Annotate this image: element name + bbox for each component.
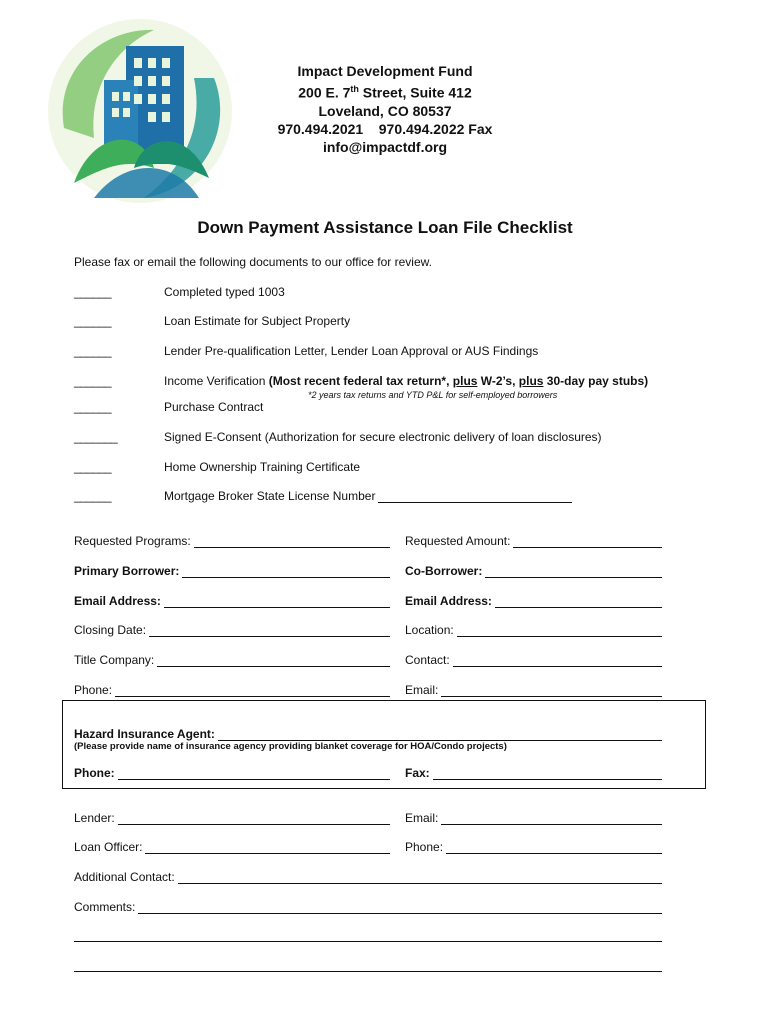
comments-field: Comments: xyxy=(74,900,662,914)
org-email: info@impactdf.org xyxy=(322,138,448,155)
lender-email-field: Email: xyxy=(405,811,662,825)
impact-development-fund-logo xyxy=(34,8,246,214)
org-name: Impact Development Fund xyxy=(297,63,473,79)
checklist-item-1003: Completed typed 1003 xyxy=(164,285,285,299)
comments-line-2[interactable] xyxy=(74,941,662,942)
checklist-blank[interactable]: ______ xyxy=(74,374,112,388)
checklist-blank[interactable]: _______ xyxy=(74,430,118,444)
checklist-blank[interactable]: ______ xyxy=(74,344,112,358)
intro-text: Please fax or email the following documents to our office for review. xyxy=(74,255,432,269)
loan-officer-field: Loan Officer: xyxy=(74,840,390,854)
additional-contact-input[interactable] xyxy=(178,871,662,884)
hazard-insurance-note: (Please provide name of insurance agency providing blanket coverage for HOA/Condo projects) xyxy=(74,741,507,752)
hazard-fax-field: Fax: xyxy=(405,766,662,780)
checklist-item-license-number: Mortgage Broker State License Number xyxy=(164,489,572,503)
requested-amount-field: Requested Amount: xyxy=(405,534,662,548)
loan-officer-phone-field: Phone: xyxy=(405,840,662,854)
location-input[interactable] xyxy=(457,624,662,637)
checklist-blank[interactable]: ______ xyxy=(74,285,112,299)
checklist-blank[interactable]: ______ xyxy=(74,314,112,328)
checklist-item-income-verification: Income Verification (Most recent federal tax return*, plus W-2’s, plus 30-day pay stubs) xyxy=(164,374,649,388)
email-address-left-input[interactable] xyxy=(164,595,390,608)
requested-programs-field: Requested Programs: xyxy=(74,534,390,548)
title-company-input[interactable] xyxy=(157,654,390,667)
email-input[interactable] xyxy=(441,684,662,697)
requested-programs-input[interactable] xyxy=(194,535,390,548)
checklist-item-purchase-contract: Purchase Contract xyxy=(164,400,264,414)
location-field: Location: xyxy=(405,623,662,637)
hazard-fax-input[interactable] xyxy=(433,767,662,780)
contact-field: Contact: xyxy=(405,653,662,667)
checklist-item-e-consent: Signed E-Consent (Authorization for secure electronic delivery of loan disclosures) xyxy=(164,430,602,444)
primary-borrower-input[interactable] xyxy=(182,565,390,578)
checklist-blank[interactable]: ______ xyxy=(74,400,112,414)
additional-contact-field: Additional Contact: xyxy=(74,870,662,884)
co-borrower-input[interactable] xyxy=(485,565,662,578)
requested-amount-input[interactable] xyxy=(513,535,662,548)
org-address: 200 E. 7th Street, Suite 412 xyxy=(298,84,472,101)
org-city: Loveland, CO 80537 xyxy=(318,102,452,119)
lender-input[interactable] xyxy=(118,812,390,825)
loan-officer-input[interactable] xyxy=(145,841,390,854)
income-note: *2 years tax returns and YTD P&L for self-employed borrowers xyxy=(308,390,558,400)
email-address-right-input[interactable] xyxy=(495,595,662,608)
loan-officer-phone-input[interactable] xyxy=(446,841,662,854)
email-address-right-field: Email Address: xyxy=(405,594,662,608)
closing-date-input[interactable] xyxy=(149,624,390,637)
lender-field: Lender: xyxy=(74,811,390,825)
hazard-phone-input[interactable] xyxy=(118,767,390,780)
comments-line-3[interactable] xyxy=(74,971,662,972)
primary-borrower-field: Primary Borrower: xyxy=(74,564,390,578)
title-company-field: Title Company: xyxy=(74,653,390,667)
hazard-insurance-agent-input[interactable] xyxy=(218,728,662,741)
checklist-item-prequalification: Lender Pre-qualification Letter, Lender Loan Approval or AUS Findings xyxy=(164,344,539,358)
checklist-blank[interactable]: ______ xyxy=(74,460,112,474)
hazard-phone-field: Phone: xyxy=(74,766,390,780)
co-borrower-field: Co-Borrower: xyxy=(405,564,662,578)
phone-input[interactable] xyxy=(115,684,390,697)
checklist-blank[interactable]: ______ xyxy=(74,489,112,503)
license-number-line[interactable] xyxy=(378,490,572,503)
email-address-left-field: Email Address: xyxy=(74,594,390,608)
checklist-item-loan-estimate: Loan Estimate for Subject Property xyxy=(164,314,351,328)
org-phone-fax: 970.494.2021 970.494.2022 Fax xyxy=(277,120,493,137)
hazard-insurance-agent-field: Hazard Insurance Agent: xyxy=(74,727,662,741)
phone-field: Phone: xyxy=(74,683,390,697)
comments-input[interactable] xyxy=(138,901,662,914)
lender-email-input[interactable] xyxy=(441,812,662,825)
email-field: Email: xyxy=(405,683,662,697)
closing-date-field: Closing Date: xyxy=(74,623,390,637)
page-title: Down Payment Assistance Loan File Checklist xyxy=(197,218,573,237)
checklist-item-training-certificate: Home Ownership Training Certificate xyxy=(164,460,361,474)
contact-input[interactable] xyxy=(453,654,662,667)
org-header xyxy=(240,62,530,156)
